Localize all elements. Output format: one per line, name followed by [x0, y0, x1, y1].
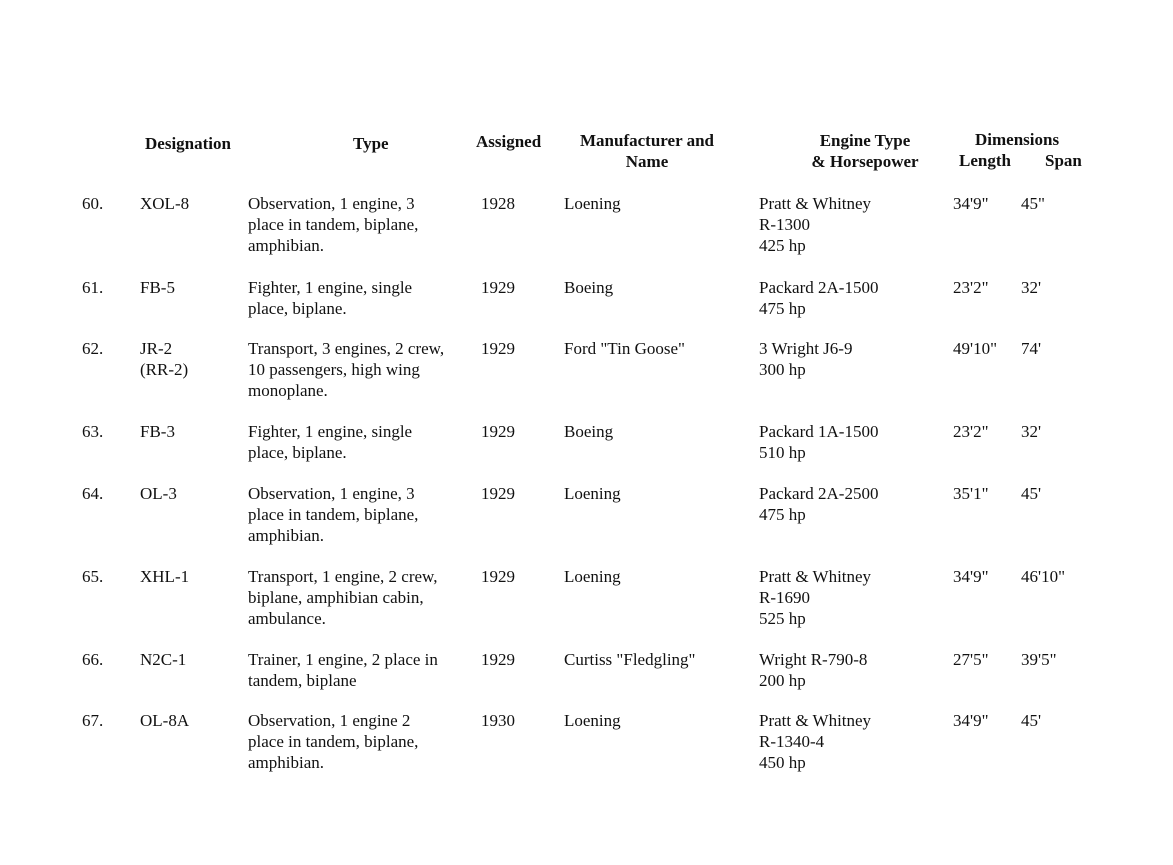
type-cell-line: place, biplane. [248, 299, 347, 318]
type-cell [248, 483, 418, 546]
type-cell-line: place, biplane. [248, 443, 347, 462]
type-cell-line: ambulance. [248, 609, 326, 628]
span-cell: 46'10" [1021, 567, 1066, 586]
engine-cell-line: Pratt & Whitney [759, 711, 872, 730]
engine-cell-line: Packard 1A-1500 [759, 422, 879, 441]
designation-cell-line: XHL-1 [140, 567, 190, 586]
engine-cell-line: 425 hp [759, 236, 806, 255]
type-cell-line: Transport, 1 engine, 2 crew, [248, 567, 438, 586]
engine-cell [759, 566, 871, 629]
designation-cell-line: FB-3 [140, 422, 175, 441]
span-cell: 39'5" [1021, 650, 1057, 669]
manufacturer-cell: Loening [564, 711, 621, 730]
header-assigned: Assigned [476, 132, 542, 151]
type-cell [248, 649, 438, 691]
type-cell-line: Observation, 1 engine, 3 [248, 194, 415, 213]
type-cell-line: place in tandem, biplane, [248, 732, 419, 751]
engine-cell-line: 475 hp [759, 505, 806, 524]
engine-cell [759, 710, 871, 773]
header-engine-line2: & Horsepower [811, 152, 919, 171]
engine-cell-line: 450 hp [759, 753, 806, 772]
header-manufacturer-line1: Manufacturer and [580, 131, 714, 150]
type-cell-line: biplane, amphibian cabin, [248, 588, 424, 607]
type-cell [248, 338, 444, 401]
manufacturer-cell: Boeing [564, 422, 614, 441]
manufacturer-cell: Ford "Tin Goose" [564, 339, 685, 358]
designation-cell [140, 710, 189, 731]
span-cell: 45' [1021, 484, 1042, 503]
span-cell: 45" [1021, 194, 1045, 213]
engine-cell [759, 483, 878, 525]
designation-cell-line: FB-5 [140, 278, 175, 297]
type-cell [248, 193, 418, 256]
type-cell-line: Observation, 1 engine 2 [248, 711, 411, 730]
designation-cell-line: N2C-1 [140, 650, 187, 669]
designation-cell-line: XOL-8 [140, 194, 190, 213]
type-cell [248, 277, 412, 319]
type-cell-line: Transport, 3 engines, 2 crew, [248, 339, 445, 358]
engine-cell-line: Pratt & Whitney [759, 194, 872, 213]
row-number: 63. [82, 422, 104, 441]
designation-cell [140, 338, 188, 380]
header-manufacturer [566, 130, 728, 172]
span-cell: 45' [1021, 711, 1042, 730]
type-cell-line: monoplane. [248, 381, 328, 400]
header-type: Type [353, 134, 389, 153]
header-engine-line1: Engine Type [819, 131, 911, 150]
engine-cell [759, 421, 878, 463]
engine-cell [759, 277, 878, 319]
designation-cell [140, 421, 175, 442]
type-cell-line: Observation, 1 engine, 3 [248, 484, 415, 503]
designation-cell-line: OL-8A [140, 711, 190, 730]
length-cell: 49'10" [953, 339, 998, 358]
length-cell: 23'2" [953, 278, 989, 297]
designation-cell-line: OL-3 [140, 484, 177, 503]
header-dimensions: Dimensions [975, 130, 1060, 149]
type-cell-line: amphibian. [248, 236, 325, 255]
manufacturer-cell: Loening [564, 567, 621, 586]
engine-cell-line: R-1690 [759, 588, 810, 607]
engine-cell-line: Wright R-790-8 [759, 650, 868, 669]
designation-cell [140, 649, 186, 670]
type-cell-line: Fighter, 1 engine, single [248, 278, 413, 297]
type-cell-line: amphibian. [248, 753, 325, 772]
designation-cell [140, 193, 189, 214]
designation-cell [140, 566, 189, 587]
engine-cell [759, 193, 871, 256]
length-cell: 35'1" [953, 484, 989, 503]
assigned-cell: 1929 [481, 650, 515, 669]
designation-cell [140, 277, 175, 298]
type-cell-line: tandem, biplane [248, 671, 357, 690]
assigned-cell: 1929 [481, 567, 515, 586]
row-number: 61. [82, 278, 104, 297]
type-cell [248, 710, 418, 773]
engine-cell-line: 510 hp [759, 443, 806, 462]
engine-cell-line: 300 hp [759, 360, 806, 379]
span-cell: 74' [1021, 339, 1042, 358]
assigned-cell: 1929 [481, 339, 515, 358]
engine-cell-line: R-1340-4 [759, 732, 825, 751]
manufacturer-cell: Boeing [564, 278, 614, 297]
row-number: 67. [82, 711, 104, 730]
engine-cell [759, 649, 867, 691]
type-cell [248, 566, 437, 629]
header-manufacturer-line2: Name [625, 152, 669, 171]
assigned-cell: 1928 [481, 194, 515, 213]
length-cell: 23'2" [953, 422, 989, 441]
assigned-cell: 1930 [481, 711, 515, 730]
manufacturer-cell: Curtiss "Fledgling" [564, 650, 696, 669]
designation-cell-line: JR-2 [140, 339, 173, 358]
length-cell: 34'9" [953, 567, 989, 586]
length-cell: 34'9" [953, 711, 989, 730]
row-number: 60. [82, 194, 104, 213]
row-number: 66. [82, 650, 104, 669]
engine-cell-line: Packard 2A-1500 [759, 278, 879, 297]
header-span: Span [1045, 151, 1082, 170]
engine-cell-line: 525 hp [759, 609, 806, 628]
type-cell-line: Fighter, 1 engine, single [248, 422, 413, 441]
assigned-cell: 1929 [481, 422, 515, 441]
length-cell: 27'5" [953, 650, 989, 669]
engine-cell-line: Pratt & Whitney [759, 567, 872, 586]
type-cell [248, 421, 412, 463]
designation-cell [140, 483, 177, 504]
engine-cell [759, 338, 852, 380]
span-cell: 32' [1021, 422, 1042, 441]
row-number: 62. [82, 339, 104, 358]
header-length: Length [959, 151, 1011, 170]
assigned-cell: 1929 [481, 278, 515, 297]
manufacturer-cell: Loening [564, 194, 621, 213]
length-cell: 34'9" [953, 194, 989, 213]
type-cell-line: place in tandem, biplane, [248, 505, 419, 524]
type-cell-line: amphibian. [248, 526, 325, 545]
type-cell-line: 10 passengers, high wing [248, 360, 420, 379]
type-cell-line: place in tandem, biplane, [248, 215, 419, 234]
row-number: 64. [82, 484, 104, 503]
engine-cell-line: Packard 2A-2500 [759, 484, 879, 503]
assigned-cell: 1929 [481, 484, 515, 503]
header-designation: Designation [145, 134, 231, 153]
span-cell: 32' [1021, 278, 1042, 297]
manufacturer-cell: Loening [564, 484, 621, 503]
engine-cell-line: 475 hp [759, 299, 806, 318]
engine-cell-line: R-1300 [759, 215, 810, 234]
engine-cell-line: 3 Wright J6-9 [759, 339, 853, 358]
designation-cell-line: (RR-2) [140, 360, 189, 379]
type-cell-line: Trainer, 1 engine, 2 place in [248, 650, 438, 669]
header-engine [795, 130, 935, 172]
row-number: 65. [82, 567, 104, 586]
engine-cell-line: 200 hp [759, 671, 806, 690]
